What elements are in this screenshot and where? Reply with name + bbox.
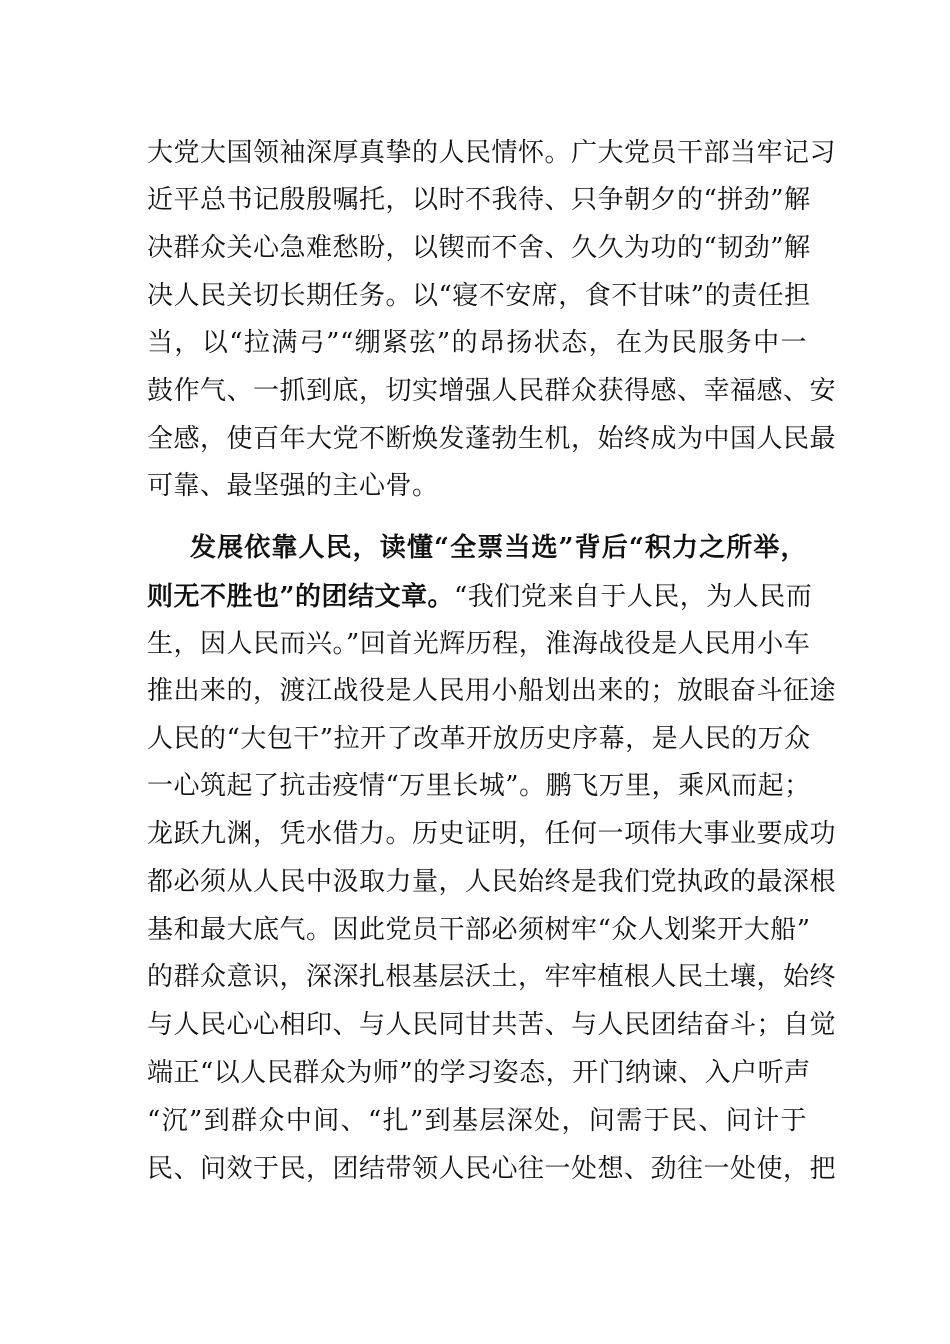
paragraph-2-line-2: [147, 577, 813, 617]
paragraph-2-line-11: 与人民心心相印、与人民同甘共苦、与人民团结奋斗；自觉: [147, 1010, 837, 1040]
paragraph-2-line-5: 人民的“大包干”拉开了改革开放历史序幕，是人民的万众: [147, 724, 811, 754]
paragraph-2-line-6: 一心筑起了抗击疫情“万里长城”。鹏飞万里，乘风而起；: [147, 771, 811, 801]
paragraph-2-line-13: “沉”到群众中间、“扎”到基层深处，问需于民、问计于: [147, 1106, 807, 1136]
paragraph-1-line-3: 决群众关心急难愁盼，以锲而不舍、久久为功的“韧劲”解: [147, 233, 811, 263]
paragraph-1-line-7: 全感，使百年大党不断焕发蓬勃生机，始终成为中国人民最: [147, 424, 837, 454]
paragraph-2-line-12: 端正“以人民群众为师”的学习姿态，开门纳谏、入户听声: [147, 1058, 811, 1088]
paragraph-2-line-3: 生，因人民而兴。”回首光辉历程，淮海战役是人民用小车: [147, 629, 811, 659]
paragraph-2-line-9: 基和最大底气。因此党员干部必须树牢“众人划桨开大船”: [147, 915, 811, 945]
paragraph-2-heading-tail: 则无不胜也”的团结文章。: [147, 582, 454, 612]
paragraph-2-line-14: 民、问效于民，团结带领人民心往一处想、劲往一处使，把: [147, 1154, 837, 1184]
paragraph-2-line-10: 的群众意识，深深扎根基层沃土，牢牢植根人民土壤，始终: [147, 962, 837, 992]
paragraph-1-line-2: 近平总书记殷殷嘱托，以时不我待、只争朝夕的“拼劲”解: [147, 185, 811, 215]
paragraph-2-heading-line-1: 发展依靠人民，读懂“全票当选”背后“积力之所举，: [190, 533, 807, 563]
paragraph-2-line-2-text: “我们党来自于人民，为人民而: [453, 582, 813, 612]
paragraph-1-line-5: 当，以“拉满弓”“绷紧弦”的昂扬状态，在为民服务中一: [147, 328, 807, 358]
paragraph-1-line-4: 决人民关切长期任务。以“寝不安席，食不甘味”的责任担: [147, 281, 811, 311]
paragraph-2-line-4: 推出来的，渡江战役是人民用小船划出来的；放眼奋斗征途: [147, 676, 837, 706]
paragraph-1-line-1: 大党大国领袖深厚真挚的人民情怀。广大党员干部当牢记习: [147, 138, 837, 168]
paragraph-1-line-6: 鼓作气、一抓到底，切实增强人民群众获得感、幸福感、安: [147, 376, 837, 406]
paragraph-2-line-7: 龙跃九渊，凭水借力。历史证明，任何一项伟大事业要成功: [147, 819, 837, 849]
paragraph-2-line-8: 都必须从人民中汲取力量，人民始终是我们党执政的最深根: [147, 867, 837, 897]
paragraph-1-line-8: 可靠、最坚强的主心骨。: [147, 471, 439, 501]
